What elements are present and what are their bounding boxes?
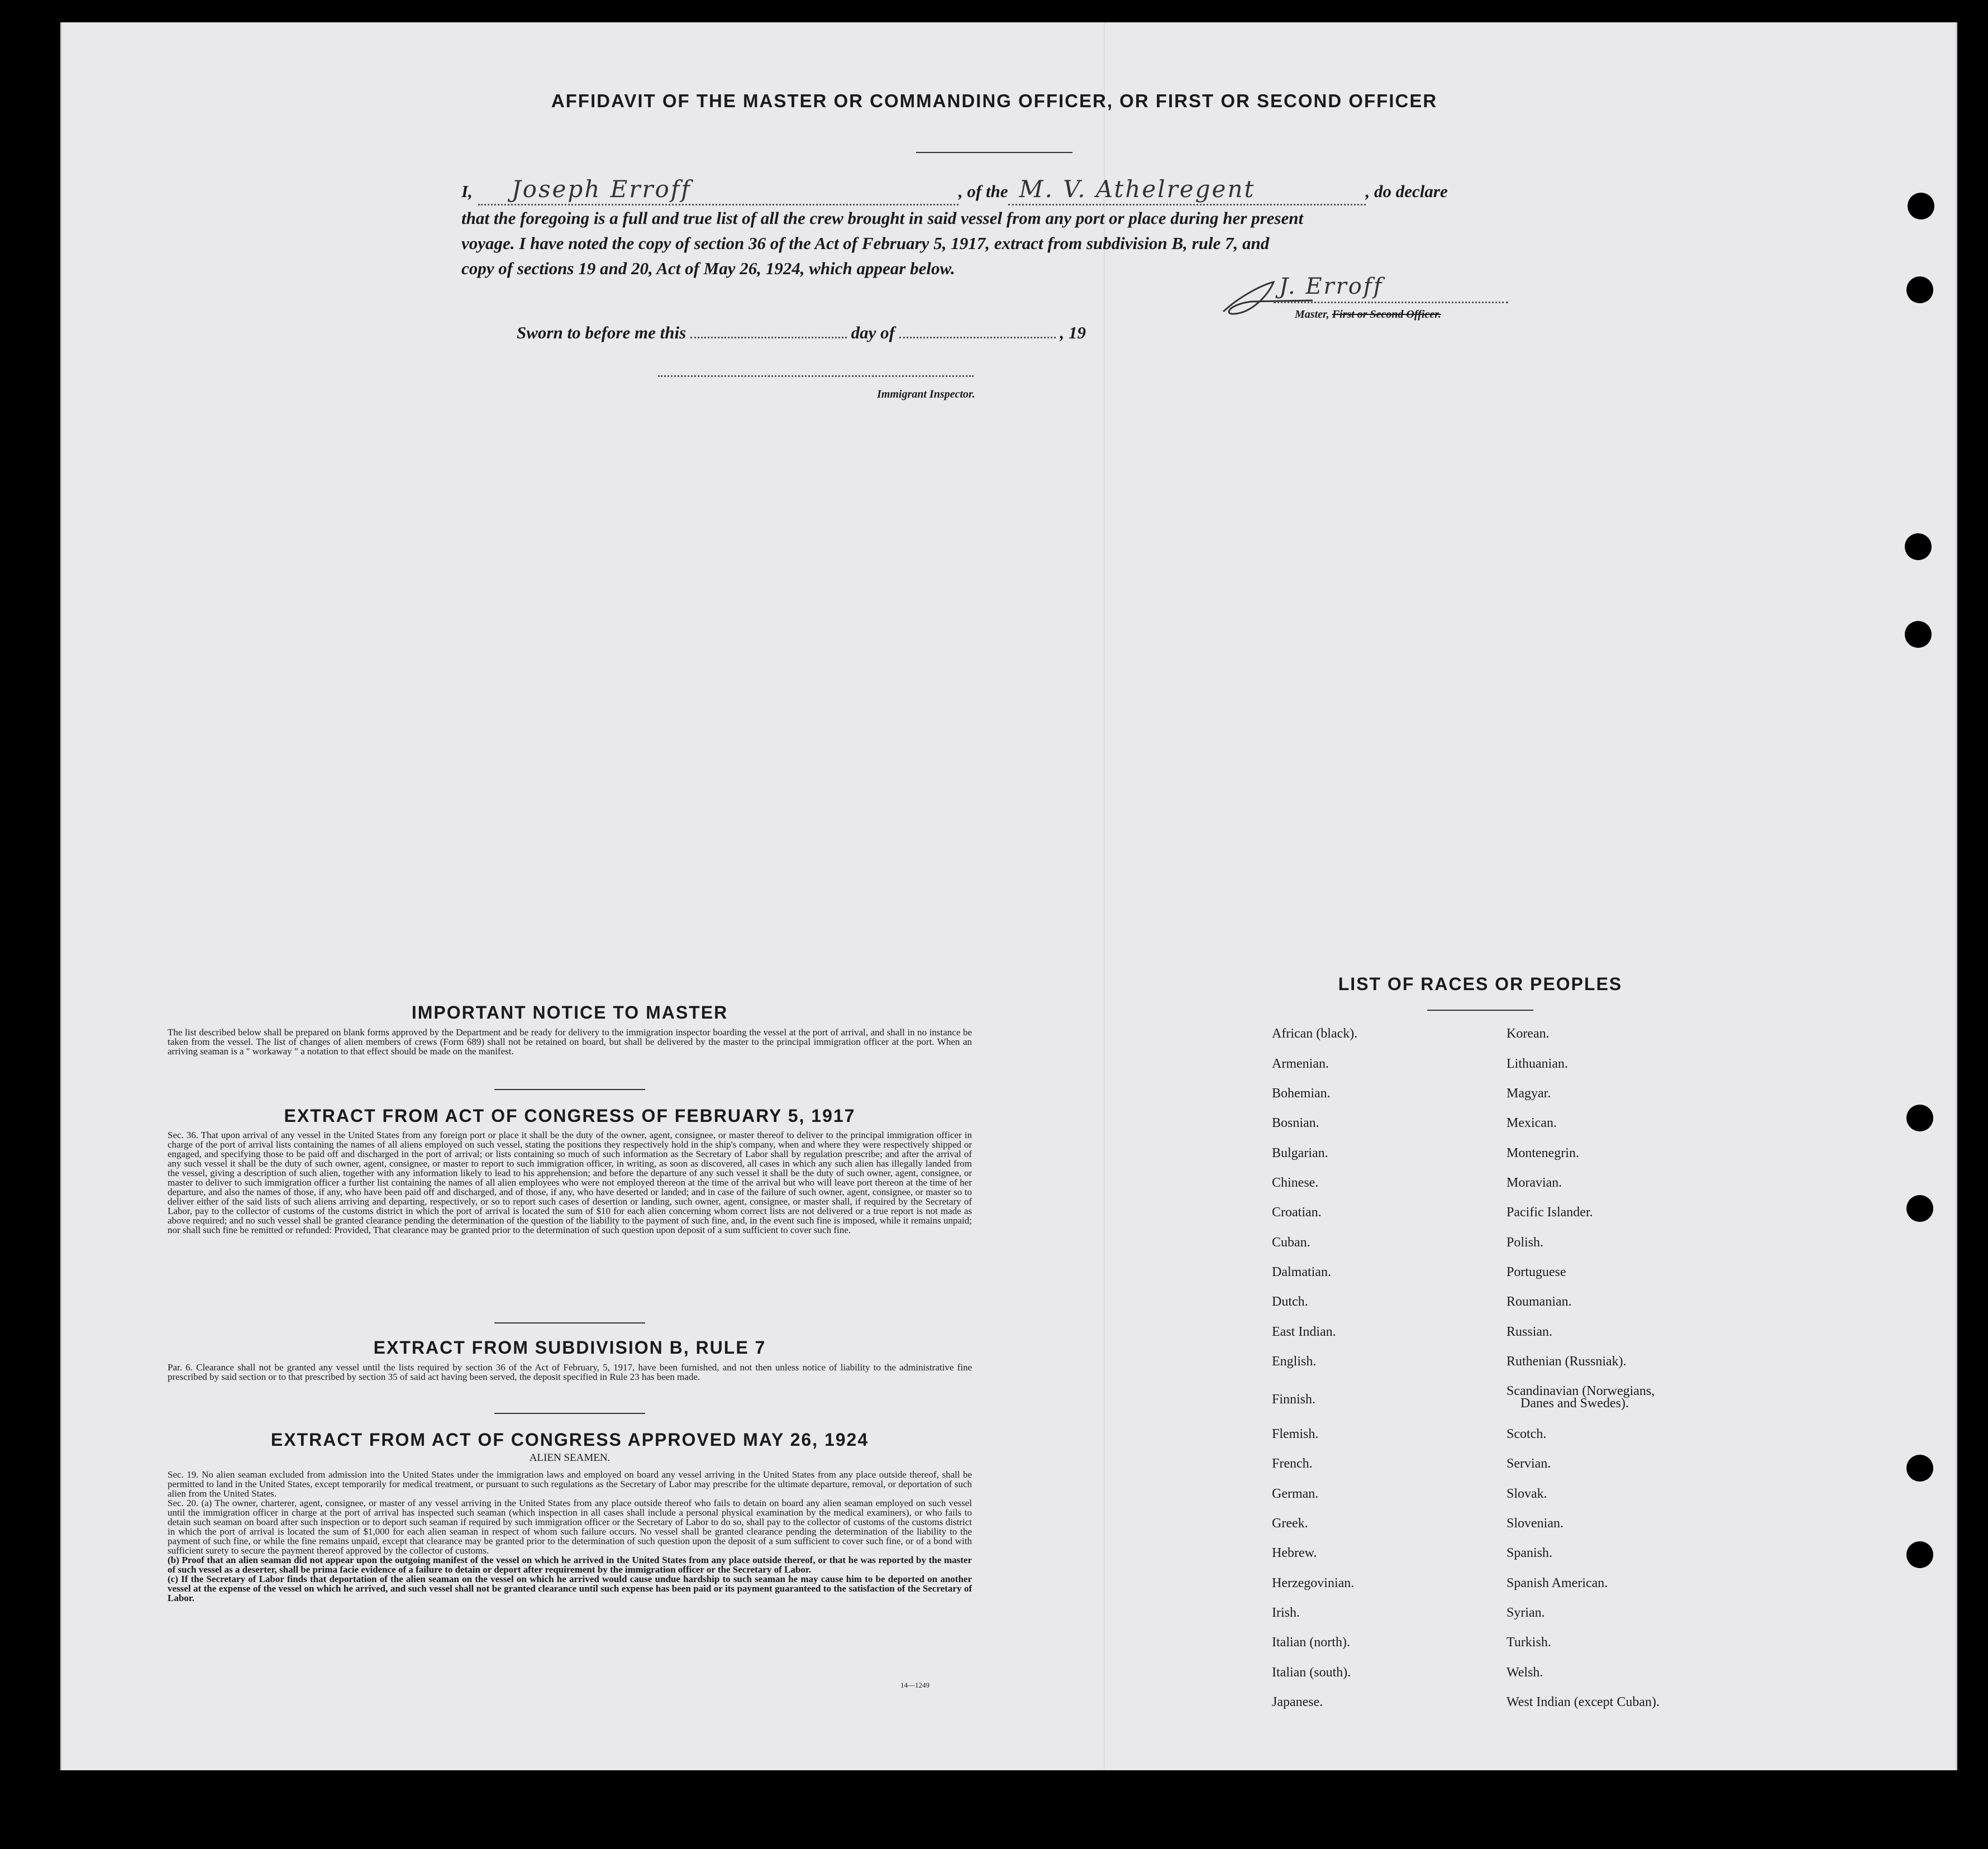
- punch-hole-3: [1905, 533, 1932, 560]
- punch-hole-7: [1906, 1455, 1933, 1482]
- race-item: Slovak.: [1507, 1487, 1547, 1501]
- race-item: Moravian.: [1507, 1176, 1562, 1190]
- sec-20c-text: (c) If the Secretary of Labor finds that deportation of the alien seaman on the vessel on which he arrived would cause undue hardship to such seaman he may cause him to be deported on another vessel at the expense of the vessel on which he arrived, and such vessel shall not be granted clearance until such expense has been paid or its payment guaranteed to the satisfaction of the Secretary of Labor.: [168, 1574, 972, 1603]
- race-item: Pacific Islander.: [1507, 1205, 1593, 1220]
- affidavit-title: AFFIDAVIT OF THE MASTER OR COMMANDING OFFICER, OR FIRST OR SECOND OFFICER: [551, 90, 1438, 111]
- race-item: Dutch.: [1272, 1294, 1308, 1309]
- race-item: Finnish.: [1272, 1392, 1316, 1407]
- sworn-label: Sworn to before me this: [517, 323, 686, 342]
- race-item: Syrian.: [1507, 1606, 1545, 1620]
- divider-2: [494, 1322, 645, 1324]
- race-item: East Indian.: [1272, 1325, 1336, 1339]
- sec-19-text: Sec. 19. No alien seaman excluded from admission into the United States under the immigration laws and employed on board any vessel arriving in the United States from any place outside thereof, shall be permitted to land in the United States, except temporarily for medical treatment, or pursuant to such regulations as the Secretary of Labor may prescribe for the ultimate departure, removal, or deportation of such alien from the United States.: [168, 1469, 972, 1499]
- race-item: Russian.: [1507, 1325, 1553, 1339]
- do-declare-label: , do declare: [1365, 181, 1448, 201]
- punch-hole-1: [1908, 193, 1934, 219]
- race-item: Croatian.: [1272, 1205, 1322, 1220]
- signature-line: [1274, 302, 1508, 303]
- race-item: Roumanian.: [1507, 1294, 1572, 1309]
- divider-1: [494, 1089, 645, 1090]
- race-item: African (black).: [1272, 1026, 1358, 1041]
- race-item: Spanish.: [1507, 1546, 1553, 1560]
- extract-1924-subtitle: ALIEN SEAMEN.: [529, 1452, 611, 1464]
- form-number: 14—1249: [900, 1681, 929, 1689]
- sec-20a-text: Sec. 20. (a) The owner, charterer, agent, consignee, or master of any vessel arriving in the United States from any place outside thereof who fails to detain on board any alien seaman employed on such vessel until the immigration officer in charge at the port of arrival has inspected such seaman (which inspection in all cases shall include a personal physical examination by the medical examiners), or who fails to detain such seaman on board after such inspection or to deport such seaman if required by such immigration officer or the Secretary of Labor to do so, shall pay to the collector of customs of the customs district in which the port of arrival is located the sum of $1,000 for each alien seaman in respect of whom such failure occurs. No vessel shall be granted clearance pending the determination of the liability to the payment of such fine, or while the fine remains unpaid, except that clearance may be granted prior to the determination of such question upon the deposit of a sum sufficient to cover such fine, or of a bond with sufficient surety to secure the payment thereof approved by the collector of customs.: [168, 1498, 972, 1556]
- races-title: LIST OF RACES OR PEOPLES: [1338, 974, 1623, 994]
- race-item: Lithuanian.: [1507, 1057, 1568, 1071]
- sworn-line: [517, 323, 1086, 343]
- races-divider: [1427, 1010, 1533, 1011]
- race-item: Mexican.: [1507, 1116, 1557, 1130]
- of-the-label: , of the: [958, 181, 1008, 201]
- race-item: French.: [1272, 1456, 1313, 1471]
- race-item: Turkish.: [1507, 1635, 1551, 1650]
- race-item: Armenian.: [1272, 1057, 1329, 1071]
- race-item: Bohemian.: [1272, 1086, 1331, 1101]
- race-item: Italian (south).: [1272, 1665, 1351, 1680]
- punch-hole-2: [1906, 276, 1933, 303]
- race-item: Servian.: [1507, 1456, 1551, 1471]
- sworn-month-field[interactable]: [899, 337, 1056, 338]
- sworn-day-field[interactable]: [690, 337, 847, 338]
- struck-officer-label: First or Second Officer.: [1332, 308, 1441, 321]
- i-label: I,: [461, 181, 473, 201]
- race-item: Ruthenian (Russniak).: [1507, 1354, 1627, 1369]
- race-item: Greek.: [1272, 1516, 1308, 1531]
- race-item: Polish.: [1507, 1235, 1544, 1250]
- race-item: Slovenian.: [1507, 1516, 1563, 1531]
- race-item: Scotch.: [1507, 1427, 1547, 1441]
- race-item: Hebrew.: [1272, 1546, 1317, 1560]
- race-item: Welsh.: [1507, 1665, 1543, 1680]
- race-item: Korean.: [1507, 1026, 1550, 1041]
- rule-7-title: EXTRACT FROM SUBDIVISION B, RULE 7: [373, 1337, 766, 1358]
- race-item: Spanish American.: [1507, 1576, 1608, 1590]
- race-item: Dalmatian.: [1272, 1265, 1331, 1279]
- inspector-label: Immigrant Inspector.: [877, 388, 975, 400]
- punch-hole-8: [1906, 1541, 1933, 1568]
- extract-1924-title: EXTRACT FROM ACT OF CONGRESS APPROVED MAY 26, 1924: [270, 1430, 869, 1450]
- race-item: Irish.: [1272, 1606, 1300, 1620]
- race-item: Montenegrin.: [1507, 1146, 1579, 1160]
- divider-3: [494, 1413, 645, 1414]
- sec-20b-text: (b) Proof that an alien seaman did not appear upon the outgoing manifest of the vessel on which he arrived in the United States from any place outside thereof, or that he was reported by the master of such vessel as a deserter, shall be prima facie evidence of a failure to detain or deport after requirement by the immigration officer or the Secretary of Labor.: [168, 1555, 972, 1575]
- officer-caption: [1295, 308, 1441, 321]
- master-label: Master,: [1295, 308, 1329, 321]
- extract-1924-body: [168, 1470, 972, 1603]
- inspector-signature-line[interactable]: [658, 375, 974, 377]
- race-item: Bulgarian.: [1272, 1146, 1328, 1160]
- vessel-name-field[interactable]: M. V. Athelregent: [1019, 175, 1256, 203]
- punch-hole-5: [1906, 1105, 1933, 1131]
- rule-7-body: Par. 6. Clearance shall not be granted any vessel until the lists required by section 36 of the Act of February, 5, 1917, have been furnished, and not then unless notice of liability to the administrative fine prescribed by said section or to that prescribed by section 35 of said act having been served, the deposit specified in Rule 23 has been made.: [168, 1362, 972, 1382]
- race-item: Herzegovinian.: [1272, 1576, 1355, 1590]
- race-item: Italian (north).: [1272, 1635, 1350, 1650]
- punch-hole-6: [1906, 1195, 1933, 1222]
- notice-body: The list described below shall be prepared on blank forms approved by the Department and be ready for delivery to the immigration inspector boarding the vessel at the port of arrival, and shall in no instance be taken from the vessel. The list of changes of alien members of crews (Form 689) shall not be retained on board, but shall be delivered by the master to the principal immigration officer at the port. When an arriving seaman is a " workaway " a notation to that effect should be made on the manifest.: [168, 1027, 972, 1057]
- race-item: Japanese.: [1272, 1695, 1323, 1709]
- race-item: Chinese.: [1272, 1176, 1319, 1190]
- race-item: Bosnian.: [1272, 1116, 1319, 1130]
- extract-1917-title: EXTRACT FROM ACT OF CONGRESS OF FEBRUARY 5, 1917: [284, 1106, 856, 1126]
- day-of-label: day of: [851, 323, 895, 342]
- race-item: Portuguese: [1507, 1265, 1566, 1279]
- race-item: West Indian (except Cuban).: [1507, 1695, 1660, 1709]
- declaration-line-2: that the foregoing is a full and true list of all the crew brought in said vessel from any port or place during her present: [461, 208, 1304, 228]
- race-item: Flemish.: [1272, 1427, 1319, 1441]
- notice-title: IMPORTANT NOTICE TO MASTER: [411, 1002, 728, 1023]
- race-item: Magyar.: [1507, 1086, 1551, 1101]
- master-name-field[interactable]: Joseph Erroff: [511, 175, 692, 203]
- punch-hole-4: [1905, 621, 1932, 648]
- declaration-block: [461, 176, 1523, 281]
- race-item: German.: [1272, 1487, 1319, 1501]
- extract-1917-body: Sec. 36. That upon arrival of any vessel in the United States from any foreign port or place it shall be the duty of the owner, agent, consignee, or master thereof to deliver to the principal immigration officer in charge of the port of arrival lists containing the names of all aliens employed on such vessel, stating the positions they respectively hold in the ship's company, when and where they were respectively shipped or engaged, and specifying those to be paid off and discharged in the port of arrival; or lists containing so much of such information as the Secretary of Labor shall by regulation prescribe; and after the arrival of any such vessel it shall be the duty of such owner, agent, consignee, or master to report to such immigration officer, in writing, as soon as discovered, all cases in which any such alien has illegally landed from the vessel, giving a description of such alien, together with any information likely to lead to his apprehension; and before the departure of any such vessel it shall be the duty of such owner, agent, consignee, or master to deliver to such immigration officer a further list containing the names of all alien employees who were not employed thereon at the time of the arrival but who will leave port thereon at the time of her departure, and also the names of those, if any, who have been paid off and discharged, and of those, if any, who have deserted or landed; and in case of the failure of such owner, agent, consignee, or master so to deliver either of the said lists of such aliens arriving and departing, respectively, or so to report such cases of desertion or landing, such owner, agent, consignee, or master shall, if required by the Secretary of Labor, pay to the collector of customs of the customs district in which the port of arrival is located the sum of $10 for each alien concerning whom correct lists are not delivered or a true report is not made as above required; and no such vessel shall be granted clearance pending the determination of the question of the liability to the payment of such fine, and, in the event such fine is imposed, while it remains unpaid; nor shall such fine be remitted or refunded: Provided, That clearance may be granted prior to the determination of such question upon deposit of a sum sufficient to cover such fine.: [168, 1130, 972, 1235]
- declaration-line-3: voyage. I have noted the copy of section 36 of the Act of February 5, 1917, extract from subdivision B, rule 7, and: [461, 233, 1270, 253]
- race-item: Danes and Swedes).: [1520, 1396, 1629, 1411]
- race-item: Cuban.: [1272, 1235, 1310, 1250]
- signature: J. Erroff: [1279, 274, 1384, 299]
- declaration-line-4: copy of sections 19 and 20, Act of May 26, 1924, which appear below.: [461, 259, 955, 278]
- page-fold: [1104, 22, 1105, 1770]
- race-item: English.: [1272, 1354, 1317, 1369]
- year-label: , 19: [1060, 323, 1086, 342]
- race-item: Scandinavian (Norwegians,: [1507, 1384, 1655, 1398]
- title-divider: [916, 152, 1072, 153]
